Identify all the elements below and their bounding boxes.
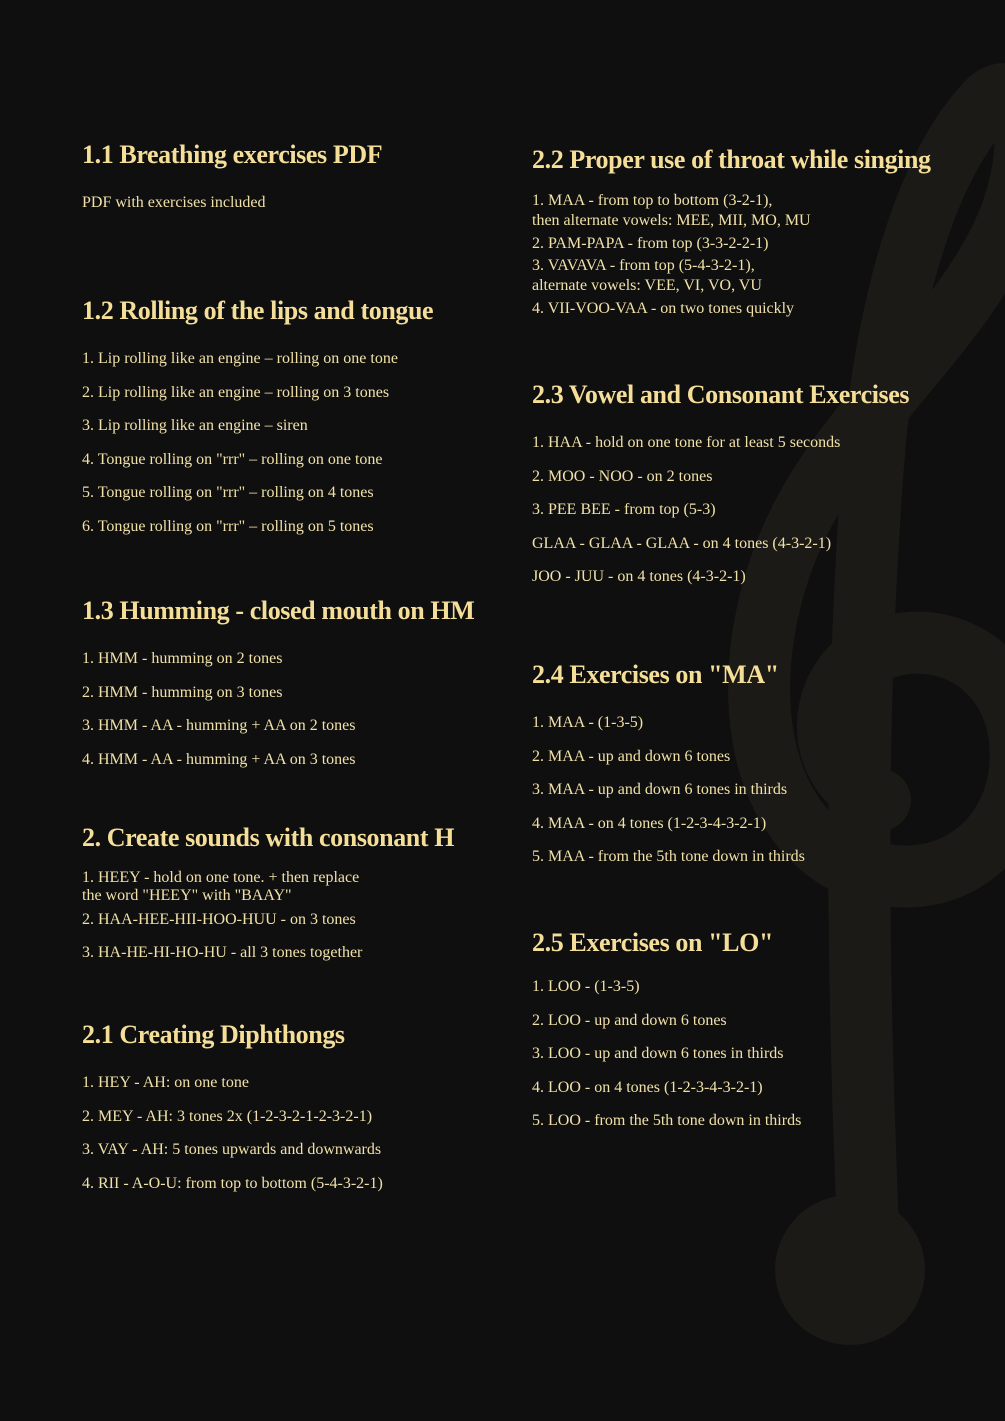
list-item: 4. VII-VOO-VAA - on two tones quickly (532, 300, 795, 317)
section-heading: 1.3 Humming - closed mouth on HM (82, 596, 475, 625)
list-item: 4. Tongue rolling on "rrr" – rolling on one tone (82, 450, 383, 468)
list-item: 4. MAA - on 4 tones (1-2-3-4-3-2-1) (532, 814, 767, 832)
list-item: 2. MEY - AH: 3 tones 2x (1-2-3-2-1-2-3-2-1) (82, 1107, 373, 1125)
list-item: PDF with exercises included (82, 194, 266, 211)
list-item: 1. LOO - (1-3-5) (532, 978, 640, 995)
list-item: 3. PEE BEE - from top (5-3) (532, 501, 716, 519)
list-item: 3. VAY - AH: 5 tones upwards and downwards (82, 1141, 382, 1159)
section-2-2 (532, 145, 931, 321)
list-item: 3. Lip rolling like an engine – siren (82, 417, 308, 435)
list-item: 2. HMM - humming on 3 tones (82, 683, 283, 701)
list-item: 4. HMM - AA - humming + AA on 3 tones (82, 750, 356, 768)
section-2-4 (532, 660, 805, 880)
section-1-1 (82, 140, 382, 226)
list-item: 1. HEY - AH: on one tone (82, 1074, 249, 1091)
section-heading: 2.4 Exercises on "MA" (532, 660, 779, 689)
section-heading: 2.2 Proper use of throat while singing (532, 145, 931, 174)
list-item: 2. MAA - up and down 6 tones (532, 747, 731, 765)
section-2-1 (82, 1020, 383, 1206)
section-heading: 1.1 Breathing exercises PDF (82, 140, 383, 169)
list-item: 3. MAA - up and down 6 tones in thirds (532, 781, 788, 799)
list-item: GLAA - GLAA - GLAA - on 4 tones (4-3-2-1) (532, 534, 832, 552)
list-item: 2. LOO - up and down 6 tones (532, 1011, 727, 1029)
section-heading: 2.3 Vowel and Consonant Exercises (532, 380, 910, 409)
section-heading: 1.2 Rolling of the lips and tongue (82, 296, 434, 325)
list-item: 1. HMM - humming on 2 tones (82, 650, 283, 667)
section-2-3 (532, 380, 909, 600)
list-item: 4. LOO - on 4 tones (1-2-3-4-3-2-1) (532, 1078, 763, 1096)
list-item: 4. RII - A-O-U: from top to bottom (5-4-3-2-1) (82, 1174, 383, 1192)
list-item: 5. LOO - from the 5th tone down in thirds (532, 1112, 802, 1130)
list-item: 2. HAA-HEE-HII-HOO-HUU - on 3 tones (82, 911, 356, 928)
list-item: 3. HA-HE-HI-HO-HU - all 3 tones together (82, 944, 363, 961)
section-1-2 (82, 296, 433, 550)
list-item: 6. Tongue rolling on "rrr" – rolling on 5 tones (82, 517, 374, 535)
section-2 (82, 823, 454, 963)
list-item: 3. LOO - up and down 6 tones in thirds (532, 1045, 784, 1063)
list-item: 2. Lip rolling like an engine – rolling on 3 tones (82, 383, 390, 401)
list-item: 3. VAVAVA - from top (5-4-3-2-1), alternate vowels: VEE, VI, VO, VU (532, 257, 762, 294)
section-heading: 2. Create sounds with consonant H (82, 823, 455, 852)
section-2-5 (532, 928, 801, 1144)
section-1-3 (82, 596, 474, 782)
list-item: 5. Tongue rolling on "rrr" – rolling on 4 tones (82, 484, 374, 502)
section-heading: 2.1 Creating Diphthongs (82, 1020, 345, 1049)
list-item: 2. PAM-PAPA - from top (3-3-2-2-1) (532, 235, 769, 252)
list-item: 1. Lip rolling like an engine – rolling on one tone (82, 350, 398, 367)
list-item: 3. HMM - AA - humming + AA on 2 tones (82, 717, 356, 735)
list-item: JOO - JUU - on 4 tones (4-3-2-1) (532, 568, 746, 586)
section-heading: 2.5 Exercises on "LO" (532, 928, 773, 957)
list-item: 1. MAA - from top to bottom (3-2-1), then alternate vowels: MEE, MII, MO, MU (532, 192, 811, 229)
list-item: 1. MAA - (1-3-5) (532, 714, 644, 731)
list-item: 5. MAA - from the 5th tone down in thirds (532, 848, 805, 866)
list-item: 2. MOO - NOO - on 2 tones (532, 467, 713, 485)
list-item: 1. HAA - hold on one tone for at least 5 seconds (532, 434, 841, 451)
list-item: 1. HEEY - hold on one tone. + then replace the word "HEEY" with "BAAY" (82, 869, 360, 904)
